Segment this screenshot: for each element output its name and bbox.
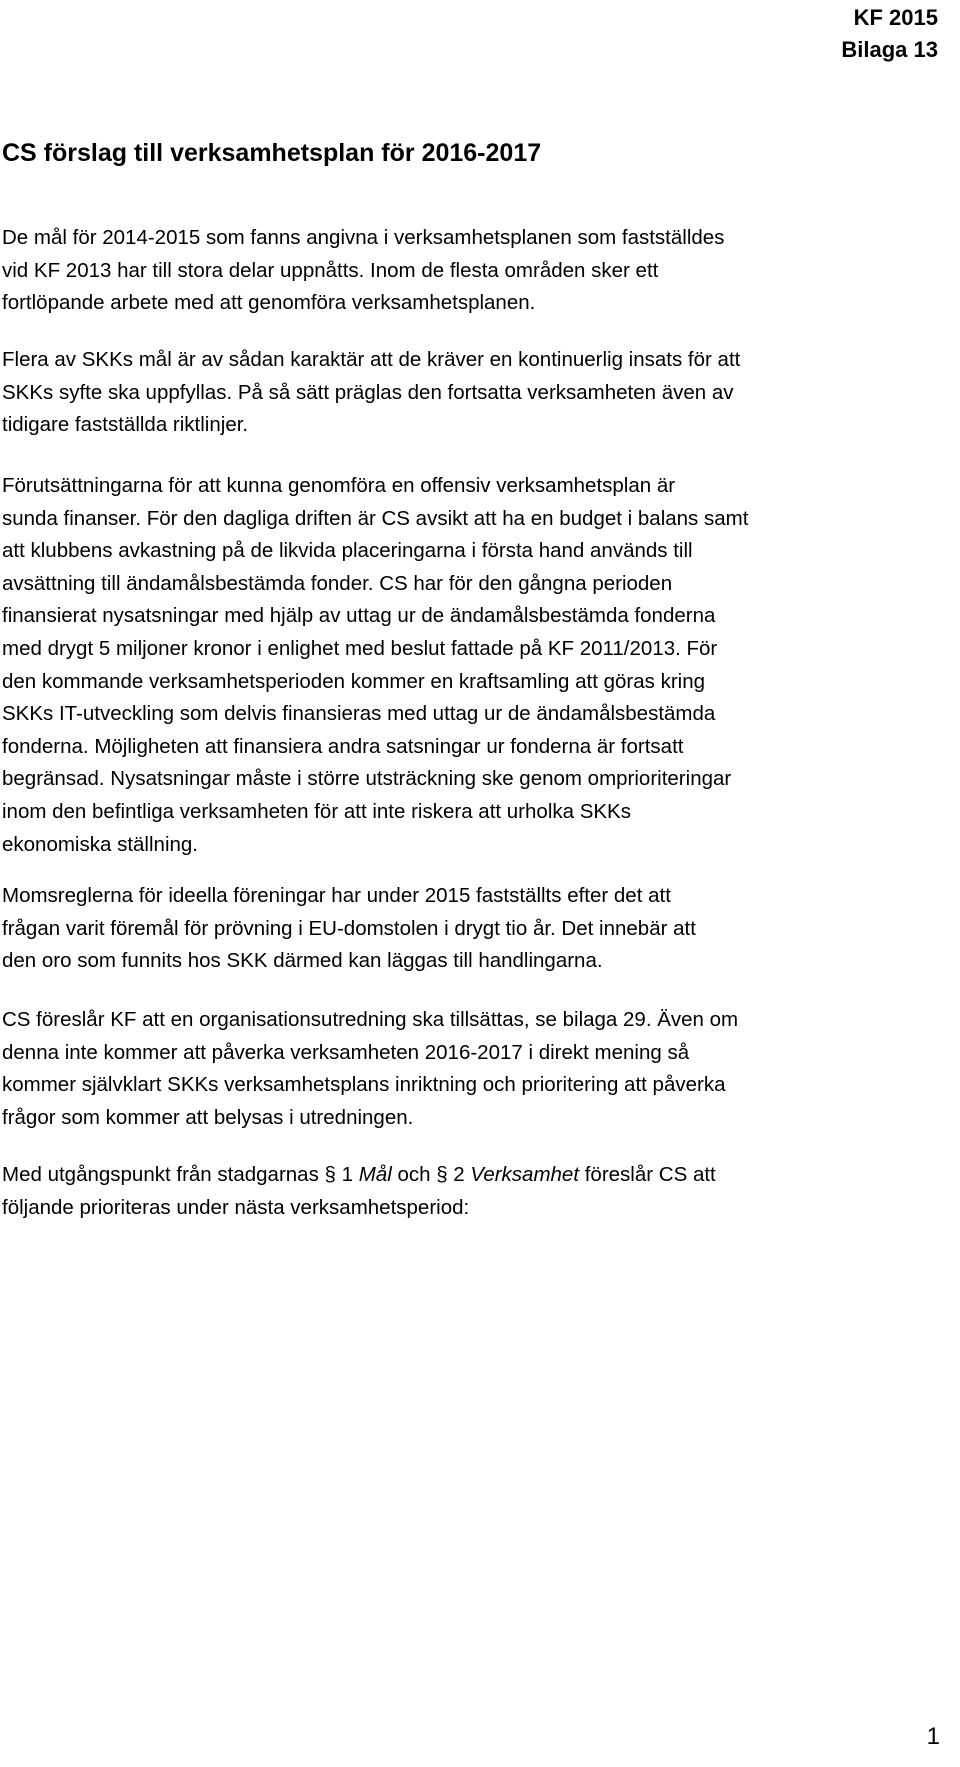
header-line-bilaga: Bilaga 13	[841, 37, 938, 62]
text-line: frågan varit föremål för prövning i EU-domstolen i drygt tio år. Det innebär att	[2, 916, 696, 940]
text-line: begränsad. Nysatsningar måste i större utsträckning ske genom omprioriteringar	[2, 767, 732, 791]
text-line: Förutsättningarna för att kunna genomföra en offensiv verksamhetsplan är	[2, 474, 676, 497]
text-line: den kommande verksamhetsperioden kommer en kraftsamling att göras kring	[2, 669, 706, 693]
paragraph-organisation	[2, 1004, 937, 1134]
text-line: SKKs syfte ska uppfyllas. På så sätt präglas den fortsatta verksamheten även av	[2, 380, 734, 404]
text-line: den oro som funnits hos SKK därmed kan läggas till handlingarna.	[2, 949, 603, 973]
text-line: inom den befintliga verksamheten för att inte riskera att urholka SKKs	[2, 799, 631, 823]
text-line: följande prioriteras under nästa verksamhetsperiod:	[2, 1195, 470, 1219]
paragraph-finances	[2, 470, 937, 861]
text-line: finansierat nysatsningar med hjälp av uttag ur de ändamålsbestämda fonderna	[2, 604, 716, 628]
paragraph-continuity	[2, 344, 937, 442]
text-line: frågor som kommer att belysas i utredningen.	[2, 1105, 414, 1129]
text-line: tidigare fastställda riktlinjer.	[2, 413, 249, 437]
text-line: avsättning till ändamålsbestämda fonder. CS har för den gångna perioden	[2, 571, 673, 595]
text-line: vid KF 2013 har till stora delar uppnåtts. Inom de flesta områden sker ett	[2, 258, 659, 282]
text-run: och § 2	[391, 1163, 471, 1186]
text-line: denna inte kommer att påverka verksamheten 2016-2017 i direkt mening så	[2, 1040, 690, 1064]
statute-mal-emphasis: Mål	[358, 1163, 392, 1186]
text-line: SKKs IT-utveckling som delvis finansieras med uttag ur de ändamålsbestämda	[2, 702, 716, 726]
text-line: sunda finanser. För den dagliga driften är CS avsikt att ha en budget i balans samt	[2, 506, 749, 530]
text-line: ekonomiska ställning.	[2, 832, 198, 856]
text-line: att klubbens avkastning på de likvida placeringarna i första hand används till	[2, 539, 693, 563]
text-line	[2, 1159, 937, 1192]
page-number: 1	[926, 1723, 940, 1750]
paragraph-vat	[2, 880, 937, 978]
text-line: De mål för 2014-2015 som fanns angivna i verksamhetsplanen som fastställdes	[2, 226, 725, 249]
document-title: CS förslag till verksamhetsplan för 2016-2017	[2, 139, 542, 167]
text-line: fonderna. Möjligheten att finansiera andra satsningar ur fonderna är fortsatt	[2, 734, 684, 758]
text-line: Flera av SKKs mål är av sådan karaktär att de kräver en kontinuerlig insats för att	[2, 348, 741, 371]
statute-verksamhet-emphasis: Verksamhet	[470, 1163, 580, 1186]
text-line: med drygt 5 miljoner kronor i enlighet med beslut fattade på KF 2011/2013. För	[2, 636, 718, 660]
header-line-kf: KF 2015	[853, 5, 938, 30]
text-run: föreslår CS att	[579, 1163, 716, 1186]
document-header	[841, 2, 938, 66]
text-line: fortlöpande arbete med att genomföra verksamhetsplanen.	[2, 291, 536, 315]
text-line: kommer självklart SKKs verksamhetsplans inriktning och prioritering att påverka	[2, 1073, 726, 1097]
text-run: Med utgångspunkt från stadgarnas § 1	[2, 1163, 359, 1186]
text-line: CS föreslår KF att en organisationsutredning ska tillsättas, se bilaga 29. Även om	[2, 1008, 739, 1031]
paragraph-goals	[2, 222, 937, 320]
text-line: Momsreglerna för ideella föreningar har under 2015 fastställts efter det att	[2, 884, 671, 907]
paragraph-priorities-intro	[2, 1159, 937, 1224]
